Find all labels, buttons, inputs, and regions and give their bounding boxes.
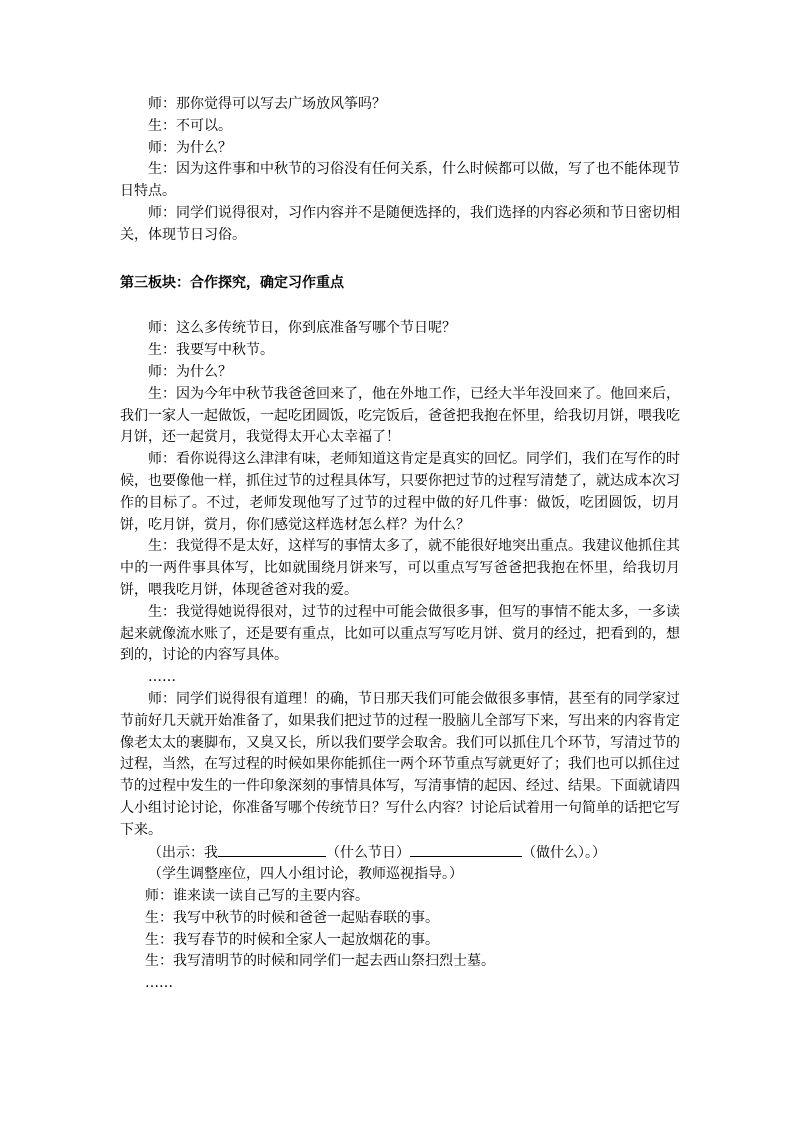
- dialogue-line: 生：我写中秋节的时候和爸爸一起贴春联的事。: [145, 909, 439, 926]
- dialogue-line: 生：因为今年中秋节我爸爸回来了，他在外地工作，已经大半年没回来了。他回来后，我们一家人一起做饭，一起吃团圆饭，吃完饭后，爸爸把我抱在怀里，给我切月饼，喂我吃月饼，还一起赏月，我觉得太开心太幸福了！: [120, 385, 680, 446]
- dialogue-line: 生：我写春节的时候和全家人一起放烟花的事。: [145, 931, 439, 948]
- dialogue-line: 生：我觉得她说得很对，过节的过程中可能会做很多事，但写的事情不能太多，一多读起来就像流水账了，还是要有重点，比如可以重点写写吃月饼、赏月的经过，把看到的，想到的，讨论的内容写具体。: [120, 603, 680, 664]
- dialogue-line: 师：为什么？: [148, 139, 232, 156]
- fill-in-prompt: [120, 842, 680, 865]
- dialogue-line: 师：谁来读一读自己写的主要内容。: [145, 888, 369, 905]
- dialogue-line: 师：看你说得这么津津有味，老师知道这肯定是真实的回忆。同学们，我们在写作的时候，也要像他一样，抓住过节的过程具体写，只要你把过节的过程写清楚了，就达成本次习作的目标了。不过，老师发现他写了过节的过程中做的好几件事：做饭，吃团圆饭，切月饼，吃月饼，赏月，你们感觉这样选材怎么样？为什么？: [120, 451, 680, 533]
- blank-line: [218, 842, 326, 857]
- prompt-middle: （什么节日）: [326, 844, 410, 861]
- blank-line: [410, 842, 522, 857]
- dialogue-line: 师：这么多传统节日，你到底准备写哪个节日呢？: [148, 320, 456, 337]
- dialogue-line: 生：不可以。: [148, 117, 232, 134]
- dialogue-line: 生：我觉得不是太好，这样写的事情太多了，就不能很好地突出重点。我建议他抓住其中的一两件事具体写，比如就围绕月饼来写，可以重点写写爸爸把我抱在怀里，给我切月饼，喂我吃月饼，体现爸爸对我的爱。: [120, 538, 680, 598]
- stage-direction: （学生调整座位，四人小组讨论，教师巡视指导。）: [148, 866, 463, 883]
- prompt-suffix: （做什么）。）: [522, 844, 606, 861]
- dialogue-line: 师：那你觉得可以写去广场放风筝吗？: [148, 96, 386, 112]
- ellipsis-line: ……: [148, 669, 176, 686]
- ellipsis-line: ……: [145, 975, 173, 992]
- dialogue-line: 师：同学们说得很对，习作内容并不是随便选择的，我们选择的内容必须和节日密切相关，体现节日习俗。: [120, 204, 680, 243]
- document-body: [120, 94, 680, 995]
- dialogue-line: 生：我写清明节的时候和同学们一起去西山祭扫烈士墓。: [145, 953, 495, 970]
- dialogue-line: 生：因为这件事和中秋节的习俗没有任何关系，什么时候都可以做，写了也不能体现节日特点。: [120, 161, 680, 200]
- prompt-prefix: （出示：我: [148, 844, 218, 861]
- section-heading: 第三板块：合作探究，确定习作重点: [120, 274, 344, 291]
- dialogue-line: 师：为什么？: [148, 363, 232, 380]
- dialogue-line: 生：我要写中秋节。: [148, 342, 274, 359]
- dialogue-line: 师：同学们说得很有道理！的确，节日那天我们可能会做很多事情，甚至有的同学家过节前好几天就开始准备了，如果我们把过节的过程一股脑儿全部写下来，写出来的内容肯定像老太太的裹脚布，又臭又长，所以我们要学会取舍。我们可以抓住几个环节，写清过节的过程，当然，在写过程的时候如果你能抓住一两个环节重点写就更好了；我们也可以抓住过节的过程中发生的一件印象深刻的事情具体写，写清事情的起因、经过、结果。下面就请四人小组讨论讨论，你准备写哪个传统节日？写什么内容？讨论后试着用一句简单的话把它写下来。: [120, 690, 680, 838]
